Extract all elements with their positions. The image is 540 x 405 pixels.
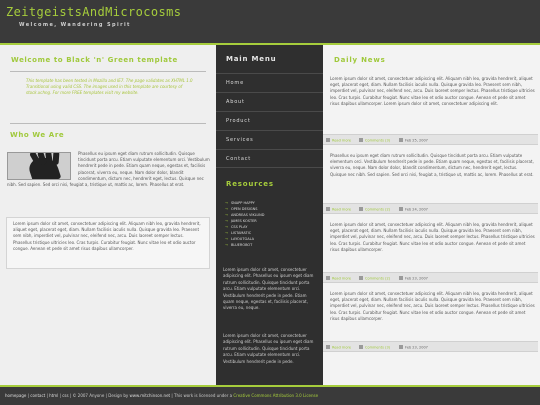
footer-link-homepage[interactable]: homepage xyxy=(5,393,27,398)
news-date: Feb 24, 2007 xyxy=(399,207,428,213)
welcome-title: Welcome to Black 'n' Green template xyxy=(11,56,178,64)
calendar-icon xyxy=(399,276,403,280)
comment-icon xyxy=(359,276,363,280)
resource-link[interactable]: → OPEN DESIGNS xyxy=(225,207,258,211)
resource-link[interactable]: → ANDREAS VIKLUND xyxy=(225,213,265,217)
arrow-icon: → xyxy=(225,219,228,223)
news-meta xyxy=(323,341,538,352)
resource-link[interactable]: → LAYOUTGALA xyxy=(225,237,255,241)
hand-photo xyxy=(7,152,71,180)
resources-list xyxy=(225,200,264,248)
arrow-icon: → xyxy=(225,225,228,229)
news-meta xyxy=(323,272,538,283)
arrow-icon: → xyxy=(225,231,228,235)
news-date: Feb 23, 2007 xyxy=(399,276,428,282)
sidebar-text: Lorem ipsum dolor sit amet, consectetuer adipiscing elit. Phasellus eu ipsum eget diam rutrum sollicitudin. Quisque tincidunt porta arcu. Etiam vulputate elementum orci. Vestibulum hendrerit pede in pede. Etiam quam neque, egestas et, facilisis placerat, viverra eu, neque. xyxy=(223,267,314,311)
middle-column xyxy=(216,45,323,385)
divider xyxy=(10,123,206,124)
resource-link[interactable]: → JAMES KOSTER xyxy=(225,219,257,223)
read-more-link[interactable]: Read more xyxy=(326,276,351,282)
divider xyxy=(10,71,206,72)
site-header xyxy=(0,0,540,43)
footer-link-contact[interactable]: contact xyxy=(30,393,46,398)
arrow-icon: → xyxy=(225,213,228,217)
resource-link[interactable]: → BLUEROBOT xyxy=(225,243,253,247)
menu-item-about[interactable]: About xyxy=(216,92,323,111)
news-item xyxy=(330,291,535,322)
arrow-icon: → xyxy=(225,201,228,205)
license-link[interactable]: Creative Commons Attribution 3.0 License xyxy=(233,393,319,398)
site-logo[interactable]: ZeitgeistsAndMicrocosms xyxy=(6,5,182,19)
comments-link[interactable]: Comments (2) xyxy=(359,276,390,282)
news-meta xyxy=(323,134,538,145)
menu-item-home[interactable]: Home xyxy=(216,73,323,92)
menu-item-product[interactable]: Product xyxy=(216,111,323,130)
left-column xyxy=(0,45,216,385)
design-by-label: Design by xyxy=(108,393,129,398)
read-more-link[interactable]: Read more xyxy=(326,138,351,144)
main-menu xyxy=(216,73,323,168)
footer-link-css[interactable]: css xyxy=(62,393,69,398)
license-text: This work is licensed under a xyxy=(174,393,233,398)
calendar-icon xyxy=(399,207,403,211)
arrow-icon: → xyxy=(225,237,228,241)
comment-icon xyxy=(359,345,363,349)
who-we-are-title: Who We Are xyxy=(10,131,65,139)
template-intro: This template has been tested in Mozilla and IE7. The page validates as XHTML 1.0 Transitional using valid CSS. The images used in this template are courtesy of stock.xchng. For more FREE templates visit my website. xyxy=(26,78,193,96)
site-slogan: Welcome, Wandering Spirit xyxy=(19,22,131,28)
news-item xyxy=(330,222,535,253)
news-body: Lorem ipsum dolor sit amet, consectetuer adipiscing elit. Aliquam nibh leo, gravida hendrerit, aliquet eget, placerat eget, diam. Nullam facilisis iaculis nulla. Quisque gravida leo. Praesent sem nibh, imperdiet vel, pulvinar nec, eleifend nec, arcu. Duis laoreet semper lectus. Phasellus tristique ultricies leo. Cras turpis. Curabitur feugiat. Nunc vitae leo et odio auctor congue. Aenean et pede sit amet risus dapibus ullamcorper. xyxy=(330,291,535,321)
comment-icon xyxy=(359,207,363,211)
resources-title: Resources xyxy=(226,180,274,188)
news-meta xyxy=(323,203,538,214)
menu-item-contact[interactable]: Contact xyxy=(216,149,323,168)
comments-link[interactable]: Comments (2) xyxy=(359,207,390,213)
info-box: Lorem ipsum dolor sit amet, consectetuer adipiscing elit. Aliquam nibh leo, gravida hendrerit, aliquet eget, placerat eget, diam. Nullam facilisis iaculis nulla. Quisque gravida leo. Praesent sem nibh, imperdiet vel, pulvinar nec, eleifend nec, arcu. Duis laoreet semper lectus. Phasellus tristique ultricies leo. Cras turpis. Curabitur feugiat. Nunc vitae leo et odio auctor congue. Aenean et pede sit amet risus dapibus ullamcorper. xyxy=(6,217,210,269)
menu-item-services[interactable]: Services xyxy=(216,130,323,149)
right-column xyxy=(323,45,540,385)
page-icon xyxy=(326,207,330,211)
comments-link[interactable]: Comments (3) xyxy=(359,345,390,351)
comments-link[interactable]: Comments (3) xyxy=(359,138,390,144)
calendar-icon xyxy=(399,138,403,142)
page-icon xyxy=(326,276,330,280)
site-footer: homepage | contact | html | css | © 2007 Anyone | Design by www.mitchinson.net | This work is licensed under a Creative Commons Attribution 3.0 License xyxy=(0,387,540,405)
news-item xyxy=(330,153,535,178)
arrow-icon: → xyxy=(225,207,228,211)
page-icon xyxy=(326,345,330,349)
news-date: Feb 25, 2007 xyxy=(399,138,428,144)
news-date: Feb 23, 2007 xyxy=(399,345,428,351)
sidebar-text: Lorem ipsum dolor sit amet, consectetuer adipiscing elit. Phasellus eu ipsum eget diam rutrum sollicitudin. Quisque tincidunt porta arcu. Etiam vulputate elementum orci. Vestibulum hendrerit pede in pede. xyxy=(223,333,314,364)
who-we-are-text: Phasellus eu ipsum eget diam rutrum sollicitudin. Quisque tincidunt porta arcu. Etiam vulputate elementum orci. Vestibulum hendrerit pede in pede. Etiam quam neque, egestas et, facilisis placerat, viverra eu, neque. Nam dolor dolor, blandit condimentum, dictum nec, hendrerit eget, lectus. Quisque nec nibh. Sed sapien. Sed orci nisi, feugiat a, tristique ut, mattis ac, lorem. Phasellus at erat. xyxy=(7,151,210,187)
news-item xyxy=(330,76,535,107)
main-menu-title: Main Menu xyxy=(226,55,277,63)
footer-link-html[interactable]: html xyxy=(49,393,59,398)
news-body: Lorem ipsum dolor sit amet, consectetuer adipiscing elit. Aliquam nibh leo, gravida hendrerit, aliquet eget, placerat eget, diam. Nullam facilisis iaculis nulla. Quisque gravida leo. Praesent sem nibh, imperdiet vel, pulvinar nec, eleifend nec, arcu. Duis laoreet semper lectus. Phasellus tristique ultricies leo. Cras turpis. Curabitur feugiat. Nunc vitae leo et odio auctor congue. Aenean et pede sit amet risus dapibus ullamcorper. Lorem ipsum dolor sit amet, consectetuer adipiscing elit. xyxy=(330,76,535,106)
daily-news-title: Daily News xyxy=(334,56,386,64)
resource-link[interactable]: → CSS PLAY xyxy=(225,225,248,229)
read-more-link[interactable]: Read more xyxy=(326,207,351,213)
news-body: Lorem ipsum dolor sit amet, consectetuer adipiscing elit. Aliquam nibh leo, gravida hendrerit, aliquet eget, placerat eget, diam. Nullam facilisis iaculis nulla. Quisque gravida leo. Praesent sem nibh, imperdiet vel, pulvinar nec, eleifend nec, arcu. Duis laoreet semper lectus. Phasellus tristique ultricies leo. Cras turpis. Curabitur feugiat. Nunc vitae leo et odio auctor congue. Aenean et pede sit amet risus dapibus ullamcorper. xyxy=(330,222,535,252)
arrow-icon: → xyxy=(225,243,228,247)
designer-link[interactable]: www.mitchinson.net xyxy=(129,393,171,398)
copyright: © 2007 Anyone xyxy=(72,393,105,398)
resource-link[interactable]: → LISTAMATIC xyxy=(225,231,252,235)
news-body: Phasellus eu ipsum eget diam rutrum sollicitudin. Quisque tincidunt porta arcu. Etiam vulputate elementum orci. Vestibulum hendrerit pede in pede. Etiam quam neque, egestas et, facilisis placerat, viverra eu, neque. Nam dolor dolor, blandit condimentum, dictum nec, hendrerit eget, lectus. Quisque nec nibh. Sed sapien. Sed orci nisi, feugiat a, tristique ut, mattis ac, lorem. Phasellus at erat. xyxy=(330,153,534,177)
calendar-icon xyxy=(399,345,403,349)
page-icon xyxy=(326,138,330,142)
read-more-link[interactable]: Read more xyxy=(326,345,351,351)
comment-icon xyxy=(359,138,363,142)
resource-link[interactable]: → SNAPP HAPPY xyxy=(225,201,255,205)
